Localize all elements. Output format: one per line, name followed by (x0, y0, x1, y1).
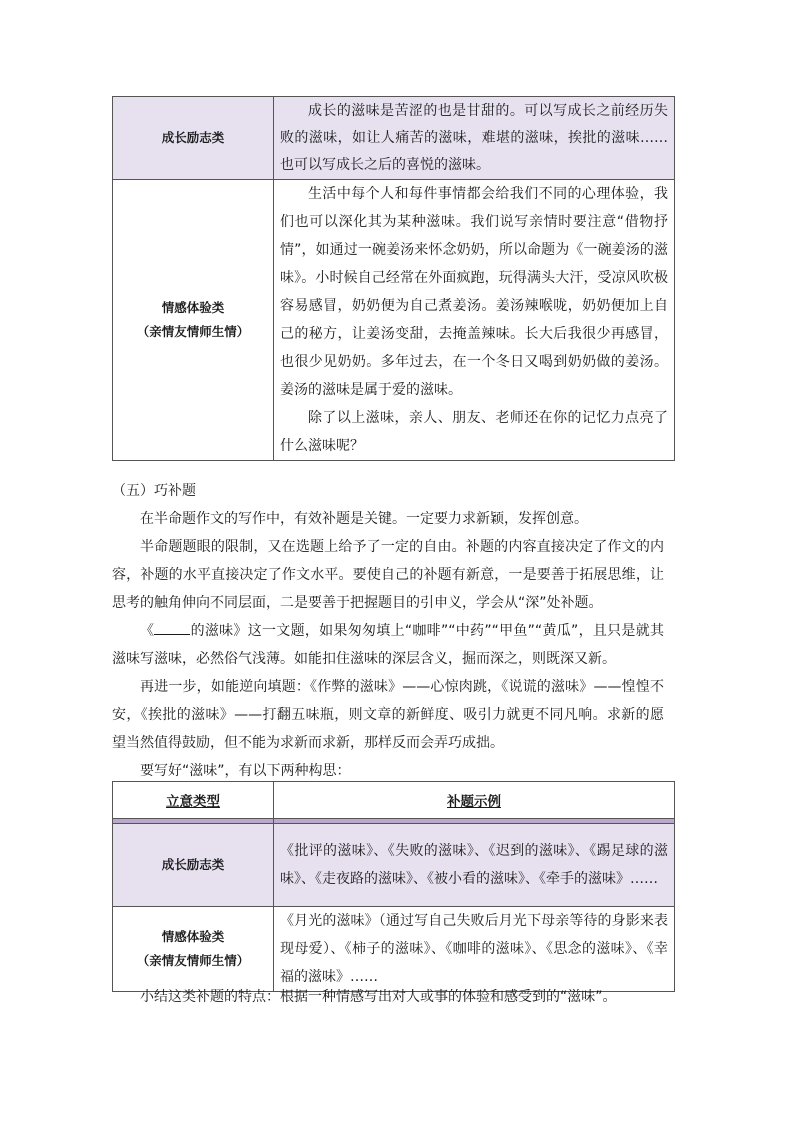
category-emotion (113, 180, 274, 461)
row-text: 《月光的滋味》（通过写自己失败后月光下母亲等待的身影来表现母爱）、《柿子的滋味》、《咖啡的滋味》、《思念的滋味》、《幸福的滋味》…… (274, 907, 675, 992)
paragraph-start: 《 (140, 623, 155, 639)
category-sublabel: （亲情友情师生情） (136, 324, 250, 339)
paragraph: 再进一步，如能逆向填题：《作弊的滋味》——心惊肉跳，《说谎的滋味》——惶惶不安，《挨批的滋味》——打翻五味瓶，则文章的新鲜度、吸引力就更不同凡响。求新的愿望当然值得鼓励，但不能为求新而求新，那样反而会弄巧成拙。 (112, 679, 664, 751)
row-text (274, 97, 675, 180)
row-text (274, 180, 675, 461)
paragraph-rest: 的滋味》这一文题，如果匆匆填上“咖啡”“中药”“甲鱼”“黄瓜”，且只是就其滋味写滋味，必然俗气浅薄。如能扣住滋味的深层含义，掘而深之，则既深又新。 (112, 623, 665, 667)
row-paragraph: 成长的滋味是苦涩的也是甘甜的。可以写成长之前经历失败的滋味，如让人痛苦的滋味，难堪的滋味，挨批的滋味……也可以写成长之后的喜悦的滋味。 (280, 102, 668, 173)
section-heading: （五）巧补题 (112, 483, 196, 499)
table-row (113, 97, 675, 180)
category-label: 情感体验类 (161, 929, 225, 944)
row-paragraph: 生活中每个人和每件事情都会给我们不同的心理体验，我们也可以深化其为某种滋味。我们说写亲情时要注意“借物抒情”，如通过一碗姜汤来怀念奶奶，所以命题为《一碗姜汤的滋味》。小时候自己经常在外面疯跑，玩得满头大汗，受凉风吹极容易感冒，奶奶便为自己煮姜汤。姜汤辣喉咙，奶奶便加上自己的秘方，让姜汤变甜，去掩盖辣味。长大后我很少再感冒，也很少见奶奶。多年过去，在一个冬日又喝到奶奶做的姜汤。姜汤的滋味是属于爱的滋味。 (280, 186, 668, 398)
paragraph: 在半命题作文的写作中，有效补题是关键。一定要力求新颖，发挥创意。 (140, 511, 588, 527)
fill-blank (154, 620, 190, 635)
category-label: 情感体验类 (161, 300, 225, 315)
examples-table (112, 781, 675, 992)
summary (112, 983, 664, 1011)
paragraph: 半命题题眼的限制，又在选题上给予了一定的自由。补题的内容直接决定了作文的内容，补题的水平直接决定了作文水平。要使自己的补题有新意，一是要善于拓展思维，让思考的触角伸向不同层面，二是要善于把握题目的引申义，学会从“深”处补题。 (112, 539, 664, 611)
table-row (113, 907, 675, 992)
paragraph (112, 617, 664, 673)
category-sublabel: （亲情友情师生情） (136, 953, 250, 968)
header-type (113, 782, 274, 819)
row-text: 《批评的滋味》、《失败的滋味》、《迟到的滋味》、《踢足球的滋味》、《走夜路的滋味》、《被小看的滋味》、《牵手的滋味》…… (274, 824, 675, 907)
header-examples (274, 782, 675, 819)
table-row (113, 824, 675, 907)
table-header-row (113, 782, 675, 819)
header-examples-label: 补题示例 (447, 794, 501, 810)
header-type-label: 立意类型 (166, 794, 220, 810)
row-paragraph: 除了以上滋味，亲人、朋友、老师还在你的记忆力点亮了什么滋味呢？ (280, 410, 668, 454)
body-text (112, 505, 664, 785)
paragraph: 要写好“滋味”，有以下两种构思： (140, 763, 351, 779)
category-emotion (113, 907, 274, 992)
category-growth: 成长励志类 (113, 97, 274, 180)
table-row (113, 180, 675, 461)
paragraph: 小结这类补题的特点：根据一种情感写出对人或事的体验和感受到的“滋味”。 (140, 989, 617, 1005)
category-growth: 成长励志类 (113, 824, 274, 907)
theme-table-top (112, 96, 675, 461)
